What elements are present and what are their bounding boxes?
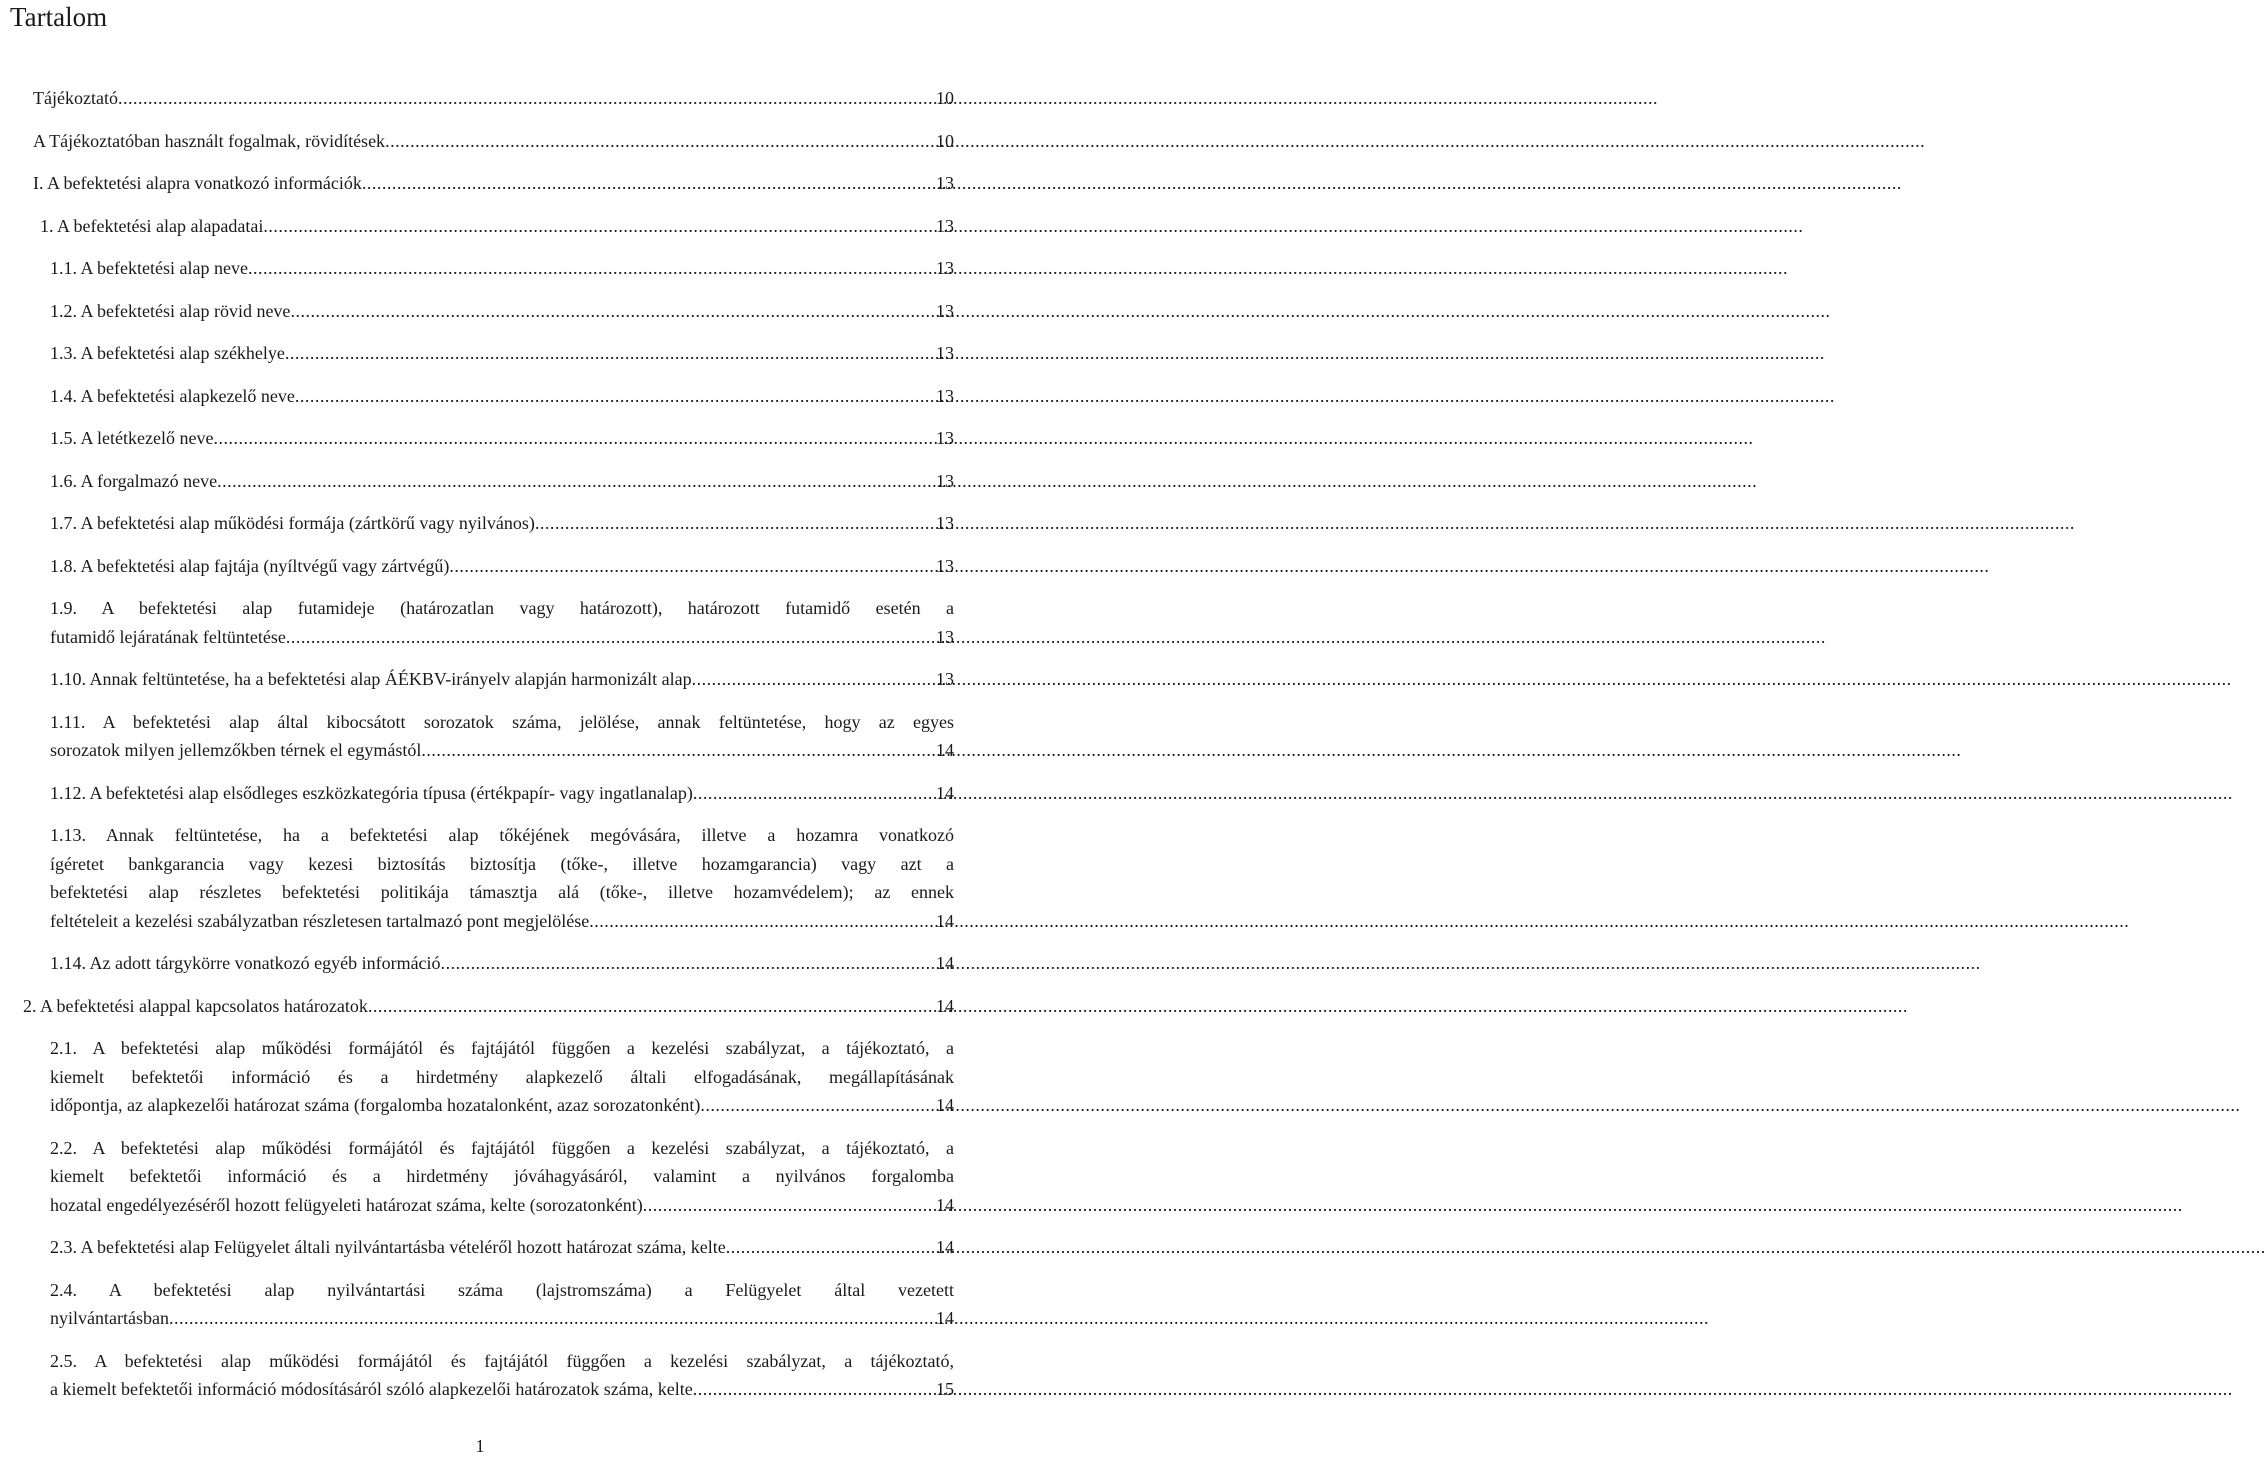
toc-entry-text: 1.1. A befektetési alap neve xyxy=(50,258,248,278)
toc-page-number: 14 xyxy=(936,1308,954,1328)
toc-page-number: 14 xyxy=(936,782,954,803)
toc-page-number: 14 xyxy=(936,910,954,931)
toc-page-number: 14 xyxy=(936,740,954,760)
toc-entry[interactable] xyxy=(0,779,954,808)
toc-entry-text: 1.14. Az adott tárgykörre vonatkozó egyéb információ xyxy=(50,953,441,973)
toc-entry[interactable] xyxy=(0,1134,954,1220)
dot-leader xyxy=(263,212,936,241)
toc-entry-text: 1.12. A befektetési alap elsődleges eszközkategória típusa (értékpapír- vagy ingatlanalap) xyxy=(50,782,693,803)
dot-leader xyxy=(285,339,936,368)
dot-leader xyxy=(385,127,936,156)
toc-entry[interactable] xyxy=(0,1276,954,1333)
toc-entry-text: kiemelt befektetői információ és a hirdetmény jóváhagyásáról, valamint a nyilvános forgalomba xyxy=(50,1166,954,1186)
toc-page-number: 13 xyxy=(936,513,954,533)
dot-leader xyxy=(421,736,936,765)
dot-leader xyxy=(248,254,936,283)
toc-page-number: 14 xyxy=(936,995,954,1016)
toc-entry[interactable] xyxy=(0,212,954,241)
toc-entry-text: 2.1. A befektetési alap működési formájától és fajtájától függően a kezelési szabályzat, a tájékoztató, a xyxy=(50,1038,954,1058)
toc-entry-text: futamidő lejáratának feltüntetése xyxy=(50,626,286,647)
page-number: 1 xyxy=(475,1436,485,1456)
toc-entry-text: 1.2. A befektetési alap rövid neve xyxy=(50,300,291,321)
toc-page-number: 14 xyxy=(936,1237,954,1257)
toc-page-number: 10 xyxy=(936,130,954,151)
toc-entry-text: feltételeit a kezelési szabályzatban részletesen tartalmazó pont megjelölése xyxy=(50,910,590,931)
toc-entry-text: ígéretet bankgarancia vagy kezesi biztosítás biztosítja (tőke-, illetve hozamgarancia) vagy azt a xyxy=(50,853,954,874)
toc-page-number: 13 xyxy=(936,555,954,576)
toc-entry[interactable] xyxy=(0,552,954,581)
toc-entry-text: időpontja, az alapkezelői határozat száma (forgalomba hozatalonként, azaz sorozatonként) xyxy=(50,1095,701,1115)
toc-entry[interactable] xyxy=(0,708,954,765)
toc-entry-text: 2. A befektetési alappal kapcsolatos határozatok xyxy=(23,995,368,1016)
toc-entry-text: sorozatok milyen jellemzőkben térnek el egymástól xyxy=(50,740,422,760)
toc-page-number: 13 xyxy=(936,215,954,236)
toc-page-number: 14 xyxy=(936,953,954,973)
toc-entry[interactable] xyxy=(0,1347,954,1404)
toc-entry[interactable] xyxy=(0,467,954,496)
toc-entry[interactable] xyxy=(0,84,954,113)
toc-page-number: 15 xyxy=(936,1379,954,1399)
toc-page-number: 13 xyxy=(936,470,954,491)
toc-entry-text: 1.10. Annak feltüntetése, ha a befektetési alap ÁÉKBV-irányelv alapján harmonizált alap xyxy=(50,669,692,689)
toc-entry-text: nyilvántartásban xyxy=(50,1308,169,1328)
toc-page-number: 13 xyxy=(936,428,954,448)
toc-entry-text: 1.8. A befektetési alap fajtája (nyíltvégű vagy zártvégű) xyxy=(50,555,450,576)
toc-entry-text: 1. A befektetési alap alapadatai xyxy=(40,215,264,236)
dot-leader xyxy=(643,1191,936,1220)
toc-entry[interactable] xyxy=(0,1034,954,1120)
dot-leader xyxy=(368,992,936,1021)
toc-entry-text: hozatal engedélyezéséről hozott felügyeleti határozat száma, kelte (sorozatonként) xyxy=(50,1194,643,1215)
toc-entry-text: 2.2. A befektetési alap működési formájától és fajtájától függően a kezelési szabályzat, a tájékoztató, a xyxy=(50,1137,954,1158)
toc-entry[interactable] xyxy=(0,127,954,156)
toc-page-number: 10 xyxy=(936,88,954,108)
table-of-contents xyxy=(0,84,960,1418)
toc-page-number: 13 xyxy=(936,669,954,689)
toc-entry[interactable] xyxy=(0,665,954,694)
toc-entry[interactable] xyxy=(0,339,954,368)
toc-entry[interactable] xyxy=(0,169,954,198)
dot-leader xyxy=(213,424,936,453)
toc-entry-text: 1.7. A befektetési alap működési formája (zártkörű vagy nyilvános) xyxy=(50,513,535,533)
toc-entry[interactable] xyxy=(0,1233,954,1262)
dot-leader xyxy=(700,1091,936,1120)
toc-page-number: 13 xyxy=(936,343,954,363)
dot-leader xyxy=(295,382,936,411)
page-title: Tartalom xyxy=(10,2,108,32)
toc-entry-text: A Tájékoztatóban használt fogalmak, rövidítések xyxy=(33,130,386,151)
dot-leader xyxy=(449,552,936,581)
toc-page-number: 13 xyxy=(936,173,954,193)
toc-entry-text: I. A befektetési alapra vonatkozó információk xyxy=(33,173,362,193)
dot-leader xyxy=(693,1375,936,1404)
dot-leader xyxy=(290,297,936,326)
toc-page-number: 14 xyxy=(936,1194,954,1215)
dot-leader xyxy=(535,509,936,538)
toc-entry-text: kiemelt befektetői információ és a hirdetmény alapkezelő általi elfogadásának, megállapításának xyxy=(50,1066,954,1087)
toc-page-number: 13 xyxy=(936,626,954,647)
toc-entry[interactable] xyxy=(0,254,954,283)
toc-page-number: 13 xyxy=(936,385,954,406)
toc-page-number: 13 xyxy=(936,258,954,278)
toc-entry[interactable] xyxy=(0,382,954,411)
toc-entry-text: 2.4. A befektetési alap nyilvántartási száma (lajstromszáma) a Felügyelet által vezetett xyxy=(50,1279,954,1300)
dot-leader xyxy=(589,907,936,936)
toc-entry-text: a kiemelt befektetői információ módosításáról szóló alapkezelői határozatok száma, kelte xyxy=(50,1379,693,1399)
toc-entry-text: befektetési alap részletes befektetési politikája támasztja alá (tőke-, illetve hozamvédelem); az ennek xyxy=(50,882,954,902)
toc-entry-text: 2.3. A befektetési alap Felügyelet általi nyilvántartásba vételéről hozott határozat száma, kelte xyxy=(50,1237,726,1257)
dot-leader xyxy=(441,949,936,978)
toc-entry[interactable] xyxy=(0,509,954,538)
toc-entry[interactable] xyxy=(0,949,954,978)
toc-entry-text: Tájékoztató xyxy=(33,88,118,108)
toc-entry-text: 1.9. A befektetési alap futamideje (határozatlan vagy határozott), határozott futamidő esetén a xyxy=(50,598,954,618)
toc-page-number: 14 xyxy=(936,1095,954,1115)
toc-entry-text: 1.11. A befektetési alap által kibocsátott sorozatok száma, jelölése, annak feltüntetése, hogy az egyes xyxy=(50,711,954,732)
toc-page-number: 13 xyxy=(936,300,954,321)
toc-entry-text: 1.13. Annak feltüntetése, ha a befektetési alap tőkéjének megóvására, illetve a hozamra vonatkozó xyxy=(50,825,954,845)
toc-entry-text: 1.6. A forgalmazó neve xyxy=(50,470,218,491)
dot-leader xyxy=(217,467,936,496)
toc-entry[interactable] xyxy=(0,297,954,326)
toc-entry-text: 1.3. A befektetési alap székhelye xyxy=(50,343,285,363)
dot-leader xyxy=(169,1304,936,1333)
dot-leader xyxy=(692,665,936,694)
toc-entry[interactable] xyxy=(0,992,954,1021)
toc-entry-text: 1.5. A letétkezelő neve xyxy=(50,428,214,448)
toc-entry-text: 1.4. A befektetési alapkezelő neve xyxy=(50,385,295,406)
toc-entry[interactable] xyxy=(0,424,954,453)
toc-entry[interactable] xyxy=(0,594,954,651)
dot-leader xyxy=(726,1233,936,1262)
dot-leader xyxy=(118,84,936,113)
dot-leader xyxy=(286,623,936,652)
toc-entry-text: 2.5. A befektetési alap működési formájától és fajtájától függően a kezelési szabályzat, a tájékoztató, xyxy=(50,1350,954,1371)
dot-leader xyxy=(693,779,936,808)
toc-entry[interactable] xyxy=(0,821,954,935)
dot-leader xyxy=(362,169,936,198)
